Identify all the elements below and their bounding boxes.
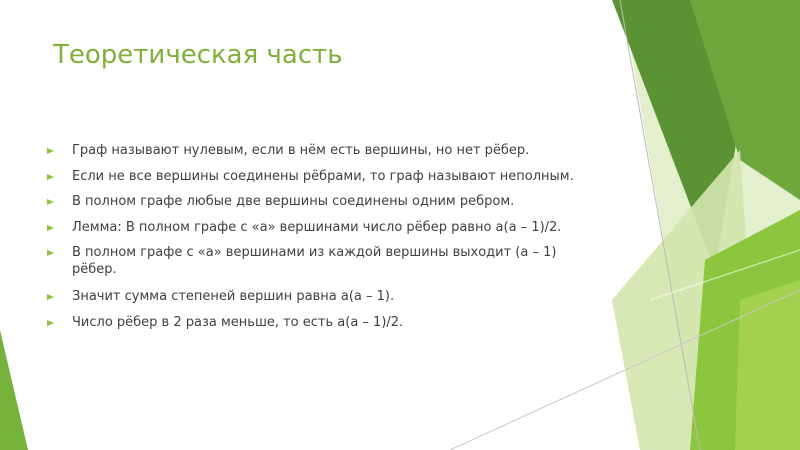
bullet-text: Граф называют нулевым, если в нём есть вершины, но нет рёбер. bbox=[72, 143, 530, 158]
bullet-text: В полном графе с «а» вершинами из каждой вершины выходит (а – 1) рёбер. bbox=[72, 245, 557, 277]
bullet-text: В полном графе любые две вершины соединены одним ребром. bbox=[72, 194, 515, 209]
decor-lime-accent bbox=[735, 280, 800, 450]
bullet-arrow-icon bbox=[47, 174, 54, 180]
bullet-text: Значит сумма степеней вершин равна а(а – 1). bbox=[72, 289, 395, 304]
decor-left-sliver bbox=[0, 330, 28, 450]
bullet-text: Если не все вершины соединены рёбрами, то граф называют неполным. bbox=[72, 168, 574, 184]
bullet-arrow-icon bbox=[47, 320, 54, 326]
bullet-item bbox=[47, 142, 602, 159]
bullet-item bbox=[47, 219, 602, 236]
bullet-arrow-icon bbox=[47, 148, 54, 154]
bullet-arrow-icon bbox=[47, 225, 54, 231]
bullet-arrow-icon bbox=[47, 199, 54, 205]
bullet-list bbox=[47, 142, 602, 339]
bullet-item bbox=[47, 288, 602, 305]
bullet-item bbox=[47, 193, 602, 210]
bullet-arrow-icon bbox=[47, 294, 54, 300]
bullet-item bbox=[47, 314, 602, 331]
bullet-text: Число рёбер в 2 раза меньше, то есть а(а – 1)/2. bbox=[72, 314, 404, 330]
bullet-text: Лемма: В полном графе с «а» вершинами число рёбер равно а(а – 1)/2. bbox=[72, 219, 562, 235]
bullet-arrow-icon bbox=[47, 250, 54, 256]
bullet-item bbox=[47, 168, 602, 185]
bullet-item bbox=[47, 244, 602, 278]
slide-title: Теоретическая часть bbox=[53, 40, 343, 70]
